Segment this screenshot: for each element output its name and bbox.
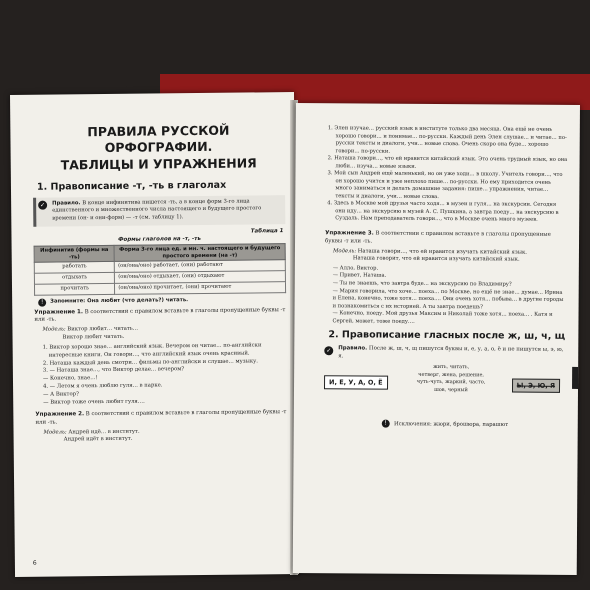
chapter-title-line2: ТАБЛИЦЫ И УПРАЖНЕНИЯ bbox=[60, 154, 257, 172]
table-row bbox=[34, 281, 285, 294]
list-item: 3. — Наташа знае…, что Виктор делае… вечером? bbox=[42, 366, 185, 375]
allowed-vowels-box: И, Е, У, А, О, Ё bbox=[324, 375, 388, 389]
list-item: — Виктор тоже очень любит гуля…. bbox=[43, 398, 145, 406]
example-word-line: жить, читать, bbox=[433, 364, 470, 371]
exercise1-label: Упражнение 1. bbox=[34, 308, 84, 316]
example-words bbox=[386, 364, 516, 395]
page-edge-tab bbox=[572, 367, 580, 389]
table-cell: (он/она/оно) работает, (они) работают bbox=[115, 260, 286, 273]
list-item: 2. Наташа каждый день смотри… фильмы по-английски и слушае… музыку. bbox=[42, 357, 258, 367]
table-label: Таблица 1 bbox=[250, 227, 284, 235]
check-icon: ✓ bbox=[40, 201, 46, 209]
dialog-line: — Ты не знаешь, что завтра буде… на экскурсию по Владимиру? bbox=[332, 280, 512, 288]
forbidden-vowels-box: Ы, Э, Ю, Я bbox=[512, 379, 560, 393]
exclamation-icon: ! bbox=[381, 420, 389, 428]
exercise2-model bbox=[44, 427, 288, 445]
list-item: — Конечно, знае…! bbox=[42, 375, 98, 383]
model-label: Модель: bbox=[332, 247, 357, 254]
model-line: Виктор любит… читать… bbox=[67, 325, 139, 333]
exercise2-heading bbox=[35, 408, 287, 427]
section2-title: 2. Правописание гласных после ж, ш, ч, щ bbox=[328, 329, 566, 343]
chapter-title bbox=[32, 122, 284, 173]
list-item: 1. Элен изучае… русский язык в институте только два месяца. Она ещё не очень хорошо говори… и понимае… по-русски. Каждый день Элен слушае… и читае… по-русски тексты и диалоги, учи… новые слова. Очень скоро она буде… хорошо говори… по-русски. bbox=[327, 125, 567, 155]
rule2-label: Правило. bbox=[338, 345, 368, 352]
table-cell: отдыхать bbox=[34, 272, 114, 284]
check-icon: ✓ bbox=[326, 347, 332, 355]
table-header: Инфинитив (формы на -ть) bbox=[34, 245, 114, 262]
right-page bbox=[293, 103, 580, 575]
list-item: — А Виктор? bbox=[43, 391, 79, 398]
section1-title: 1. Правописание -т, -ть в глаголах bbox=[36, 179, 227, 193]
model-line: Наташа говори…, что ей нравится изучать китайский язык. bbox=[357, 247, 527, 256]
vowel-diagram bbox=[324, 363, 566, 419]
dialog-line: — Привет, Наташа. bbox=[332, 272, 387, 280]
exercise1-instruction: В соответствии с правилом вставьте в глаголы пропущенные буквы -т или -ть. bbox=[34, 306, 286, 324]
model-line: Наташа говорит, что ей нравится изучать китайский язык. bbox=[352, 255, 520, 263]
example-word-line: шов, черный bbox=[434, 386, 468, 393]
rule-label: Правило. bbox=[52, 200, 81, 207]
list-item: 4. Здесь в Москве мой друзья часто ходя… в музеи и гуля… на экскурсии. Сегодня они иду… на экскурсию в музей А. С. Пушкина, а завтра поеду… на экскурсию в Суздаль. Нам преподаватель говори…, что в Москве очень много музеев. bbox=[327, 200, 559, 224]
exercise2-instruction: В соответствии с правилом вставьте в глаголы пропущенные буквы -т или -ть. bbox=[35, 409, 287, 426]
list-item: 3. Мой сын Андрей ещё маленький, но он уже ходи… в школу. Учитель говори…, что он хорошо учится и уже неплохо пише… по-русски. Но ему приходится очень много заниматься и делать домашние задания: пише… упражнения, читае… тексты и диалоги, учи… новые слова. bbox=[327, 170, 563, 200]
exercise3-instruction: В соответствии с правилом вставьте в глаголы пропущенные буквы -т или -ть. bbox=[325, 230, 551, 245]
list-item: 1. Виктор хорошо знае… английский язык. Вечером он читае… по-английски интересные книги. Он говори…, что английский язык очень красивый. bbox=[42, 342, 262, 359]
remember-note bbox=[38, 296, 286, 305]
exclamation-icon: ! bbox=[38, 298, 46, 306]
chapter-title-line1: ПРАВИЛА РУССКОЙ ОРФОГРАФИИ. bbox=[87, 122, 230, 156]
table-cell: работать bbox=[34, 262, 114, 274]
exercise3-label: Упражнение 3. bbox=[325, 230, 374, 237]
table-header: Форма 3-го лица ед. и мн. ч. настоящего и будущего простого времени (на -т) bbox=[114, 243, 285, 261]
model-label: Модель: bbox=[43, 429, 67, 436]
left-page bbox=[10, 92, 299, 577]
dialog-line: — Конечно, поеду. Мой друзья Максим и Николай тоже хотя… поеха… . Катя и Сергей, может, тоже поеду…. bbox=[332, 310, 553, 325]
exercise1-items bbox=[43, 342, 288, 408]
exercise2-items bbox=[325, 125, 568, 225]
model-line: Андрей идёт в институт. bbox=[63, 436, 133, 443]
rule2-box bbox=[324, 345, 566, 362]
example-word-line: чуть-чуть, жаркий, часто, bbox=[416, 379, 486, 386]
exercise3-heading bbox=[325, 229, 567, 247]
rule-text: В конце инфинитива пишется -ть, а в конце форм 3-го лица единственного и множественного числа настоящего и будущего простого времени (он- и они-форм) — -т (см. таблицу 1). bbox=[52, 198, 262, 222]
exclusions-note bbox=[324, 419, 566, 429]
exercise1-heading bbox=[34, 306, 286, 325]
exercise1-model bbox=[42, 324, 286, 342]
example-word-line: четверг, жена, решение, bbox=[418, 371, 485, 379]
table-cell: (он/она/оно) прочитает, (они) прочитают bbox=[115, 281, 286, 294]
exercise3-dialog bbox=[332, 265, 566, 327]
exercise3-model bbox=[333, 248, 567, 265]
list-item: 4. — Летом я очень люблю гуля… в парке. bbox=[43, 382, 163, 391]
model-line: Виктор любит читать. bbox=[62, 333, 125, 341]
list-item: 2. Наташа говори…, что ей нравится китайский язык. Это очень трудный язык, но она люби… изуча… новые языки. bbox=[327, 155, 568, 170]
model-line: Андрей идё… в институт. bbox=[68, 428, 140, 436]
verb-forms-table bbox=[34, 243, 287, 296]
page-number: 6 bbox=[32, 559, 37, 567]
model-label: Модель: bbox=[42, 326, 66, 333]
table-caption: Формы глаголов на -т, -ть bbox=[118, 235, 201, 243]
rule-box bbox=[33, 195, 285, 227]
dialog-line: — Алло, Виктор. bbox=[332, 265, 379, 272]
exercise2-label: Упражнение 2. bbox=[35, 411, 85, 418]
table-cell: (он/она/оно) отдыхает, (они) отдыхают bbox=[115, 271, 286, 284]
dialog-line: — Мария говорила, что хоче… поеха… по Москве, но ещё не знае… думае… Ирина и Елена, конечно, тоже хотя… поеха…. Они очень хотя… побыва… в другие городы и познакомиться с их историей. А ты завтра поедешь? bbox=[332, 287, 564, 310]
table-cell: прочитать bbox=[34, 283, 114, 295]
rule2-text: После ж, ш, ч, щ пишутся буквы и, е, у, а, о, ё и не пишутся ы, э, ю, я. bbox=[338, 345, 564, 360]
exclusions-text: Исключения: жюри, брошюра, парашют bbox=[394, 421, 509, 429]
remember-text: Запомните: Она любит (что делать?) читать. bbox=[50, 296, 189, 305]
